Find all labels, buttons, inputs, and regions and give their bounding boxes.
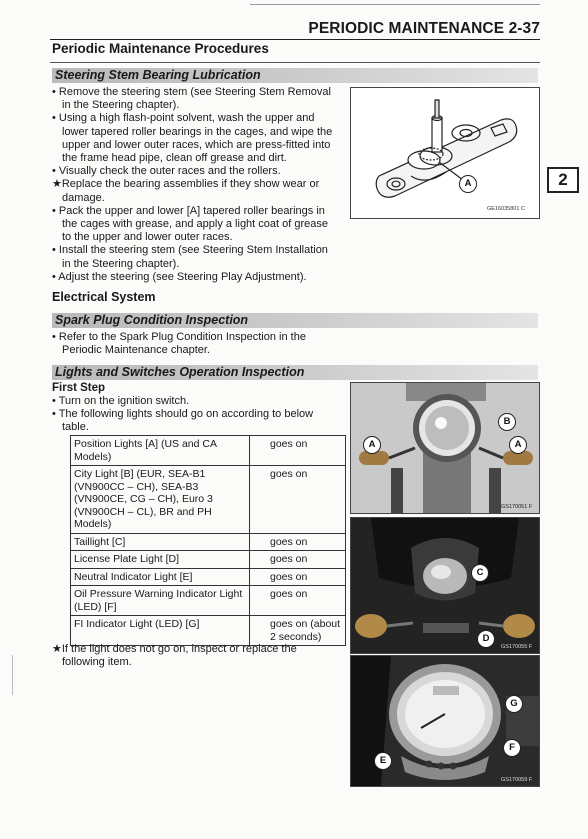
- table-cell-state: goes on: [250, 466, 346, 534]
- callout-d: D: [477, 630, 495, 648]
- table-cell-light: Taillight [C]: [71, 533, 250, 551]
- table-cell-state: goes on (about 2 seconds): [250, 616, 346, 646]
- lights-item: • The following lights should go on according to below table.: [52, 408, 314, 434]
- callout-e: E: [374, 752, 392, 770]
- callout-a-left: A: [363, 436, 381, 454]
- steering-item: • Install the steering stem (see Steering Stem Installation in the Steering chapter).: [52, 244, 328, 270]
- table-cell-state: goes on: [250, 436, 346, 466]
- taillight-photo: [350, 517, 540, 654]
- photo-code: GS170055 F: [501, 644, 533, 650]
- table-row: [71, 466, 346, 534]
- steering-heading: Steering Stem Bearing Lubrication: [52, 68, 538, 83]
- table-cell-state: goes on: [250, 533, 346, 551]
- electrical-heading: Electrical System: [52, 290, 156, 304]
- steering-item: • Using a high flash-point solvent, wash the upper and lower tapered roller bearings in the cages, and wipe the upper and lower outer races, which are press-fitted into the frame head pipe, clean off grease and dirt.: [52, 112, 333, 165]
- table-row: [71, 551, 346, 569]
- margin-mark: [12, 655, 13, 695]
- table-cell-state: goes on: [250, 568, 346, 586]
- steering-item: • Visually check the outer races and the rollers.: [52, 165, 281, 178]
- spark-plug-heading: Spark Plug Condition Inspection: [52, 313, 538, 328]
- chapter-tab: 2: [547, 167, 579, 193]
- table-row: [71, 586, 346, 616]
- spark-plug-instructions: [52, 331, 334, 357]
- photo-code: GS170059 F: [501, 777, 533, 783]
- figure-code: GE16035801 C: [487, 206, 525, 212]
- section-title: Periodic Maintenance Procedures: [52, 41, 269, 56]
- photo-code: GS170051 F: [501, 504, 533, 510]
- callout-g: G: [505, 695, 523, 713]
- header-top-rule: [250, 4, 540, 5]
- table-cell-light: Position Lights [A] (US and CA Models): [71, 436, 250, 466]
- steering-stem-drawing: [351, 88, 539, 218]
- meter-photo: [350, 655, 540, 787]
- table-cell-state: goes on: [250, 586, 346, 616]
- section-rule: [50, 62, 540, 63]
- table-cell-state: goes on: [250, 551, 346, 569]
- steering-item: • Pack the upper and lower [A] tapered roller bearings in the cages with grease, and apply a light coat of grease to the upper and lower outer races.: [52, 204, 329, 244]
- steering-item: • Adjust the steering (see Steering Play Adjustment).: [52, 270, 307, 283]
- headlight-photo: [350, 382, 540, 514]
- lights-instructions: [52, 395, 334, 435]
- taillight-photo-drawing: [351, 518, 539, 653]
- lights-heading: Lights and Switches Operation Inspection: [52, 365, 538, 380]
- table-cell-light: License Plate Light [D]: [71, 551, 250, 569]
- callout-f: F: [503, 739, 521, 757]
- table-row: [71, 533, 346, 551]
- first-step-heading: First Step: [52, 382, 106, 394]
- lights-table: [70, 435, 346, 646]
- spark-item: • Refer to the Spark Plug Condition Inspection in the Periodic Maintenance chapter.: [52, 331, 306, 357]
- lights-note-text: ★If the light does not go on, inspect or replace the following item.: [52, 643, 297, 669]
- header-rule: [50, 39, 540, 40]
- table-cell-light: Oil Pressure Warning Indicator Light (LED) [F]: [71, 586, 250, 616]
- table-cell-light: City Light [B] (EUR, SEA-B1 (VN900CC – CH), SEA-B3 (VN900CE, CG – CH), Euro 3 (VN900CH – CL), BR and PH Models): [71, 466, 250, 534]
- steering-instructions: [52, 86, 334, 284]
- callout-a: A: [459, 175, 477, 193]
- lights-note: [52, 643, 334, 669]
- steering-item: ★Replace the bearing assemblies if they show wear or damage.: [52, 178, 320, 204]
- table-cell-light: Neutral Indicator Light [E]: [71, 568, 250, 586]
- callout-a-right: A: [509, 436, 527, 454]
- steering-item: • Remove the steering stem (see Steering Stem Removal in the Steering chapter).: [52, 86, 331, 112]
- table-cell-light: FI Indicator Light (LED) [G]: [71, 616, 250, 646]
- chapter-title: PERIODIC MAINTENANCE 2-37: [308, 20, 540, 37]
- lights-item: • Turn on the ignition switch.: [52, 395, 190, 407]
- lights-table-wrapper: [70, 435, 346, 646]
- callout-b: B: [498, 413, 516, 431]
- table-row: [71, 568, 346, 586]
- table-row: [71, 616, 346, 646]
- steering-stem-figure: [350, 87, 540, 219]
- callout-c: C: [471, 564, 489, 582]
- table-row: [71, 436, 346, 466]
